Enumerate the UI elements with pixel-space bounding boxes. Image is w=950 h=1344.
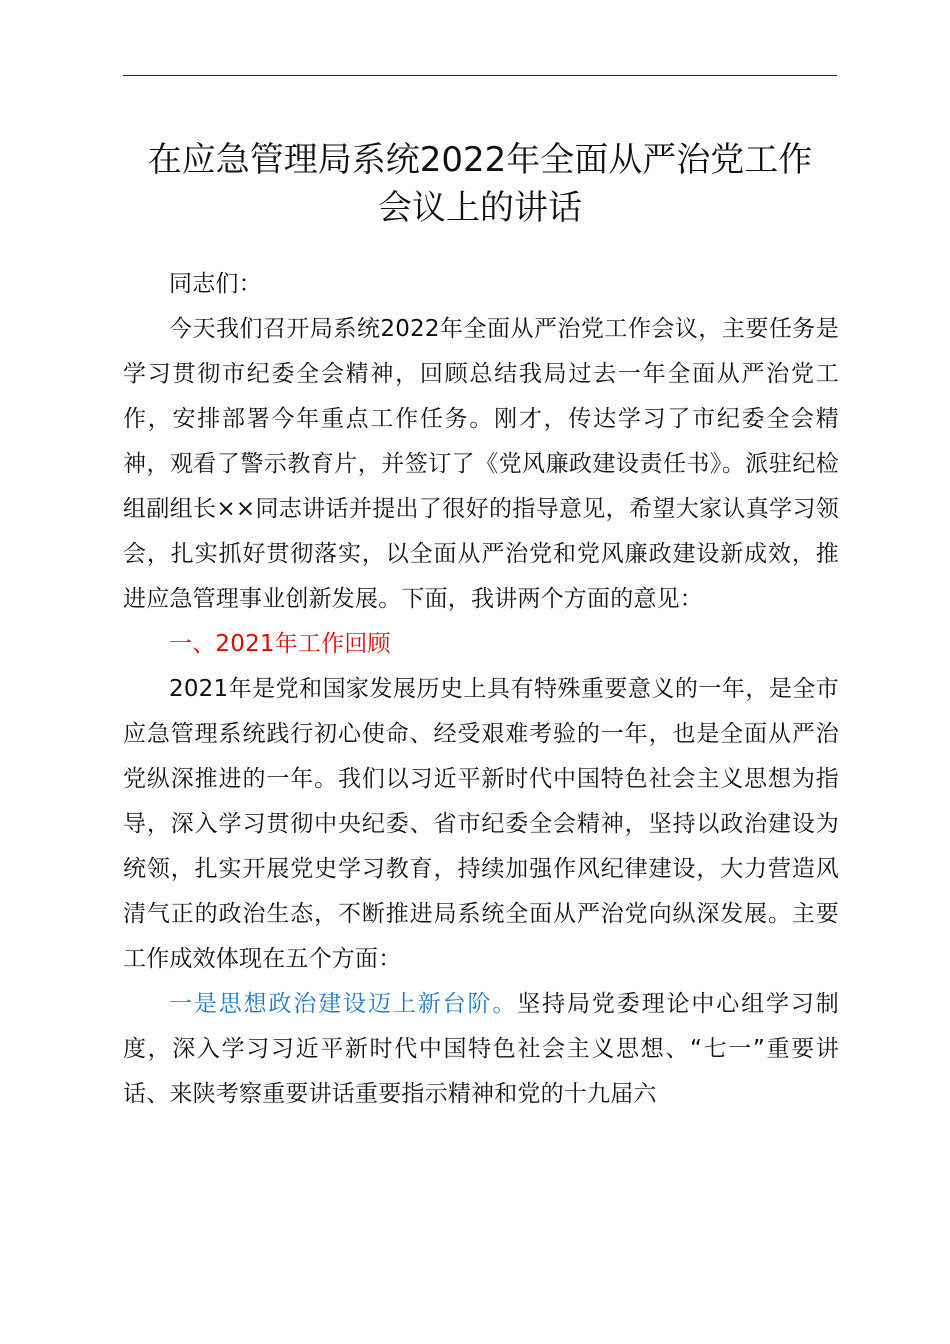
point-1-paragraph [123, 982, 839, 1117]
section-1-paragraph: 2021年是党和国家发展历史上具有特殊重要意义的一年，是全市应急管理系统践行初心使命、经受艰难考验的一年，也是全面从严治党纵深推进的一年。我们以习近平新时代中国特色社会主义思想为指导，深入学习贯彻中央纪委、省市纪委全会精神，坚持以政治建设为统领，扎实开展党史学习教育，持续加强作风纪律建设，大力营造风清气正的政治生态，不断推进局系统全面从严治党向纵深发展。主要工作成效体现在五个方面： [123, 676, 839, 972]
section-heading-1: 一、2021年工作回顾 [169, 631, 391, 657]
document-body [123, 262, 839, 1117]
header-rule [123, 75, 837, 76]
point-1-text: 坚持局党委理论中心组学习制度，深入学习习近平新时代中国特色社会主义思想、“七一”重要讲话、来陕考察重要讲话重要指示精神和党的十九届六 [123, 991, 839, 1107]
title-line-2: 会议上的讲话 [378, 188, 582, 228]
salutation: 同志们： [169, 271, 262, 297]
document-title [110, 136, 850, 232]
intro-paragraph: 今天我们召开局系统2022年全面从严治党工作会议，主要任务是学习贯彻市纪委全会精神，回顾总结我局过去一年全面从严治党工作，安排部署今年重点工作任务。刚才，传达学习了市纪委全会精神，观看了警示教育片，并签订了《党风廉政建设责任书》。派驻纪检组副组长××同志讲话并提出了很好的指导意见，希望大家认真学习领会，扎实抓好贯彻落实，以全面从严治党和党风廉政建设新成效，推进应急管理事业创新发展。下面，我讲两个方面的意见： [123, 316, 839, 612]
title-line-1: 在应急管理局系统2022年全面从严治党工作 [147, 140, 813, 180]
point-1-lead: 一是思想政治建设迈上新台阶。 [169, 991, 518, 1017]
